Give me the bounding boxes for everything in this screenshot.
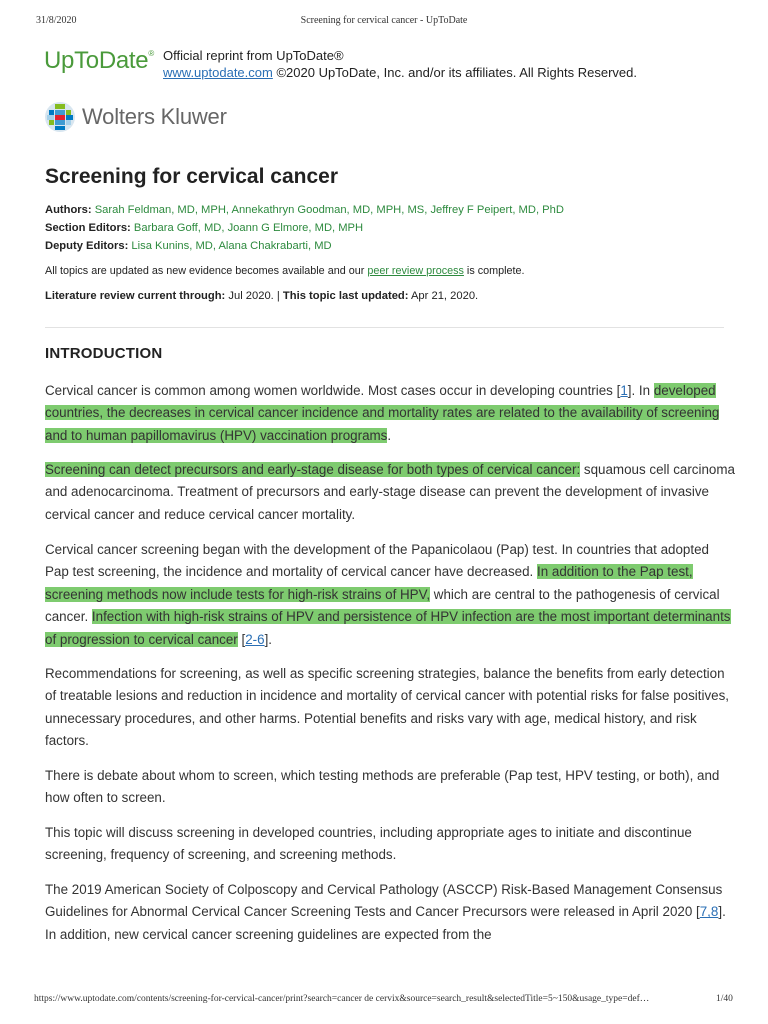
logo-text: UpToDate — [44, 47, 149, 74]
highlight-text: Screening can detect precursors and early-stage disease for both types of cervical cancer: — [45, 462, 581, 477]
reference-link-7-8[interactable]: 7,8 — [699, 904, 719, 920]
last-updated-value: Apr 21, 2020. — [408, 290, 479, 302]
paragraph-1 — [45, 380, 735, 447]
paragraph-7 — [45, 879, 735, 946]
section-editors-label: Section Editors: — [45, 222, 131, 234]
p3-text-d: ]. — [264, 631, 273, 647]
lit-review-label: Literature review current through: — [45, 290, 226, 302]
reference-link-2-6[interactable]: 2-6 — [245, 631, 265, 647]
deputy-editors-label: Deputy Editors: — [45, 240, 129, 252]
update-note-text: All topics are updated as new evidence becomes available and our — [45, 265, 368, 277]
review-dates — [45, 290, 478, 302]
reprint-line: Official reprint from UpToDate® — [163, 48, 344, 63]
p6-text: This topic will discuss screening in developed countries, including appropriate ages to initiate and discontinue screening, frequency of screening, and screening methods. — [45, 825, 692, 863]
p3-text: Cervical cancer screening began with the development of the Papanicolaou (Pap) test. In countries that adopted Pap test screening, the incidence and mortality of cervical cancer have decreased. — [45, 542, 709, 580]
print-date: 31/8/2020 — [36, 15, 77, 26]
section-editors-line — [45, 222, 363, 234]
highlight-text: In addition to the Pap test, screening methods now include tests for high-risk strains of HPV, — [45, 564, 693, 602]
p3-text-b: which are central to the pathogenesis of cervical cancer. — [45, 586, 720, 625]
section-editors-names[interactable]: Barbara Goff, MD, Joann G Elmore, MD, MPH — [133, 222, 364, 234]
print-title: Screening for cervical cancer - UpToDate — [300, 15, 468, 26]
uptodate-site-link[interactable]: www.uptodate.com — [163, 65, 273, 80]
divider — [45, 327, 724, 328]
p5-text: There is debate about whom to screen, which testing methods are preferable (Pap test, HPV testing, or both), and how often to screen. — [45, 768, 720, 806]
uptodate-logo[interactable] — [44, 47, 154, 75]
p1-text-b: ]. In — [627, 383, 654, 398]
last-updated-label: This topic last updated: — [282, 290, 409, 302]
authors-label: Authors: — [45, 204, 92, 216]
reprint-notice — [163, 47, 637, 81]
logo-registered-mark: ® — [148, 49, 154, 58]
paragraph-6 — [45, 822, 735, 867]
p1-text: Cervical cancer is common among women worldwide. Most cases occur in developing countries [ — [45, 383, 621, 398]
paragraph-2 — [45, 459, 735, 526]
print-header — [0, 15, 768, 29]
p4-text: Recommendations for screening, as well as specific screening strategies, balance the benefits from early detection of treatable lesions and reduction in incidence and mortality of cervical cancer with potential risks for false positives, unnecessary procedures, and other harms. Potential benefits and risks vary with age, medical history, and risk factors. — [45, 666, 730, 749]
copyright-text: ©2020 UpToDate, Inc. and/or its affiliates. All Rights Reserved. — [272, 65, 637, 80]
p7-text: The 2019 American Society of Colposcopy and Cervical Pathology (ASCCP) Risk-Based Management Consensus Guidelines for Abnormal Cervical Cancer Screening Tests and Cancer Precursors were released in April 2020 [ — [45, 882, 723, 920]
p7-text-b: ]. In addition, new cervical cancer screening guidelines are expected from the — [45, 904, 726, 942]
authors-names[interactable]: Sarah Feldman, MD, MPH, Annekathryn Goodman, MD, MPH, MS, Jeffrey F Peipert, MD, PhD — [94, 204, 564, 216]
update-note — [45, 265, 525, 277]
peer-review-link[interactable]: peer review process — [367, 265, 464, 277]
print-footer — [0, 994, 768, 1008]
reference-link-1[interactable]: 1 — [620, 383, 628, 398]
deputy-editors-names[interactable]: Lisa Kunins, MD, Alana Chakrabarti, MD — [131, 240, 332, 252]
wolters-kluwer-mark-icon — [44, 101, 76, 133]
page-number: 1/40 — [716, 994, 733, 1004]
highlight-text: Infection with high-risk strains of HPV and persistence of HPV infection are the most important determinants of progression to cervical cancer — [45, 609, 731, 647]
paragraph-4 — [45, 663, 735, 753]
print-url: https://www.uptodate.com/contents/screening-for-cervical-cancer/print?search=cancer de cervix&source=search_result&selectedTitle=5~150&usage_type=def… — [34, 994, 650, 1004]
lit-review-value: Jul 2020. | — [225, 290, 283, 302]
publisher-name: Wolters Kluwer — [82, 104, 227, 129]
p3-text-c: [ — [237, 631, 246, 647]
article-title: Screening for cervical cancer — [45, 165, 338, 188]
highlight-text: developed countries, the decreases in cervical cancer incidence and mortality rates are related to the availability of screening and to human papillomavirus (HPV) vaccination programs — [45, 383, 720, 443]
paragraph-3 — [45, 539, 735, 651]
p1-text-c: . — [387, 427, 392, 443]
section-heading: INTRODUCTION — [45, 345, 163, 362]
paragraph-5 — [45, 765, 735, 810]
update-note-end: is complete. — [463, 265, 525, 277]
deputy-editors-line — [45, 240, 332, 252]
p2-text: squamous cell carcinoma and adenocarcinoma. Treatment of precursors and early-stage disease can prevent the development of invasive cervical cancer and reduce cervical cancer mortality. — [45, 462, 735, 522]
authors-line — [45, 204, 564, 216]
